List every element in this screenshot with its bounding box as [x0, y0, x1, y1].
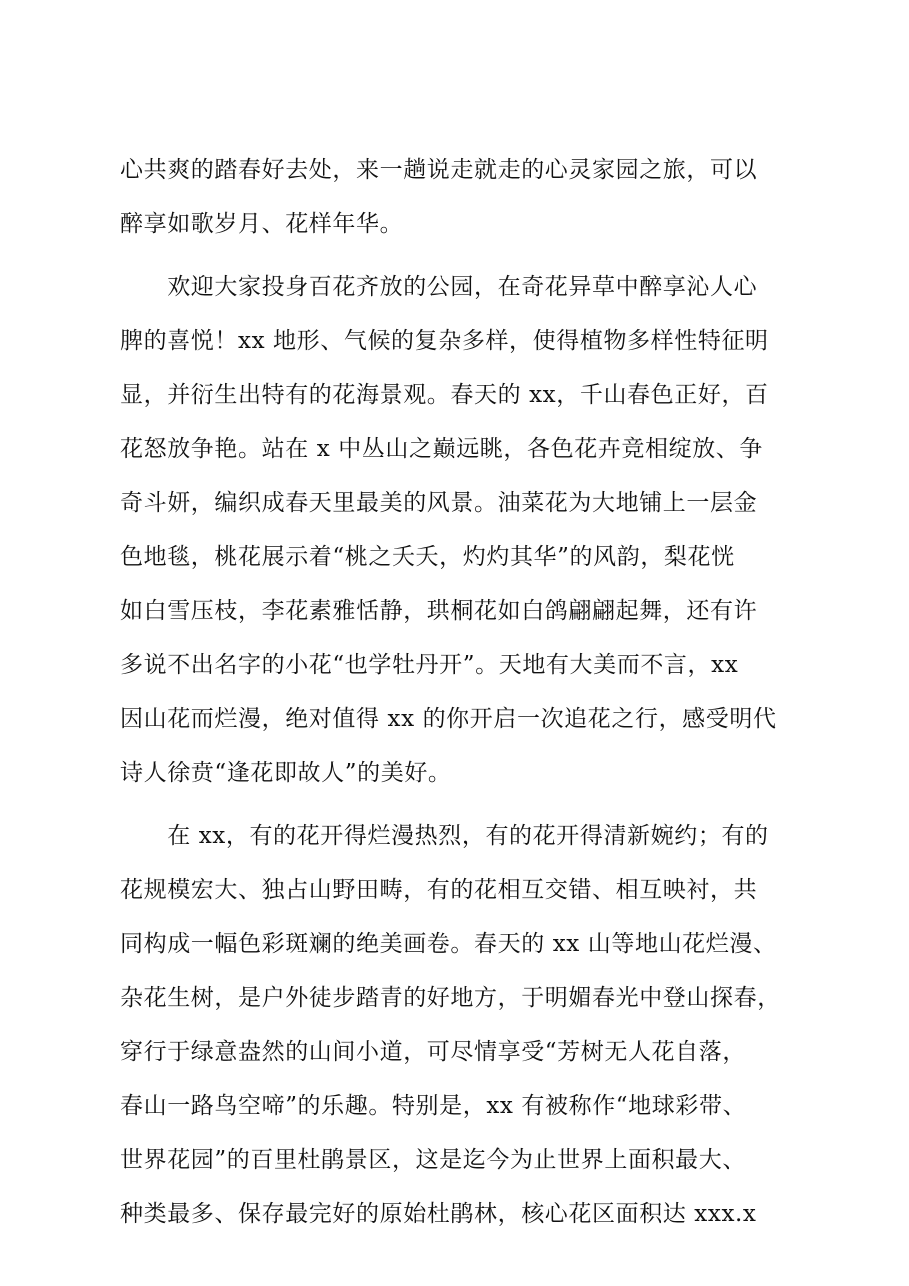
text-line: 心共爽的踏春好去处，来一趟说走就走的心灵家园之旅，可以	[120, 157, 758, 183]
text-line: 种类最多、保存最完好的原始杜鹃林，核心花区面积达 xxx.x	[120, 1201, 757, 1227]
text-line: 奇斗妍，编织成春天里最美的风景。油菜花为大地铺上一层金	[120, 490, 758, 516]
text-line: 穿行于绿意盎然的山间小道，可尽情享受“芳树无人花自落，	[120, 1039, 746, 1065]
text-line: 如白雪压枝，李花素雅恬静，珙桐花如白鸽翩翩起舞，还有许	[120, 598, 758, 624]
text-line: 显，并衍生出特有的花海景观。春天的 xx，千山春色正好，百	[120, 382, 769, 408]
text-line: 脾的喜悦！xx 地形、气候的复杂多样，使得植物多样性特征明	[120, 328, 769, 354]
text-line: 欢迎大家投身百花齐放的公园，在奇花异草中醉享沁人心	[120, 274, 758, 300]
text-line: 色地毯，桃花展示着“桃之夭夭，灼灼其华”的风韵，梨花恍	[120, 544, 735, 570]
text-line: 多说不出名字的小花“也学牡丹开”。天地有大美而不言，xx	[120, 652, 739, 678]
text-line: 因山花而烂漫，绝对值得 xx 的你开启一次追花之行，感受明代	[120, 706, 777, 732]
text-line: 杂花生树，是户外徒步踏青的好地方，于明媚春光中登山探春，	[120, 985, 781, 1011]
text-line: 花怒放争艳。站在 x 中丛山之巅远眺，各色花卉竞相绽放、争	[120, 436, 763, 462]
text-line: 同构成一幅色彩斑斓的绝美画卷。春天的 xx 山等地山花烂漫、	[120, 931, 777, 957]
text-line: 春山一路鸟空啼”的乐趣。特别是，xx 有被称作“地球彩带、	[120, 1093, 747, 1119]
text-line: 醉享如歌岁月、花样年华。	[120, 211, 404, 237]
text-line: 花规模宏大、独占山野田畴，有的花相互交错、相互映衬，共	[120, 877, 758, 903]
text-line: 诗人徐贲“逢花即故人”的美好。	[120, 760, 452, 786]
text-line: 在 xx，有的花开得烂漫热烈，有的花开得清新婉约；有的	[120, 823, 769, 849]
text-line: 世界花园”的百里杜鹃景区，这是迄今为止世界上面积最大、	[120, 1147, 746, 1173]
